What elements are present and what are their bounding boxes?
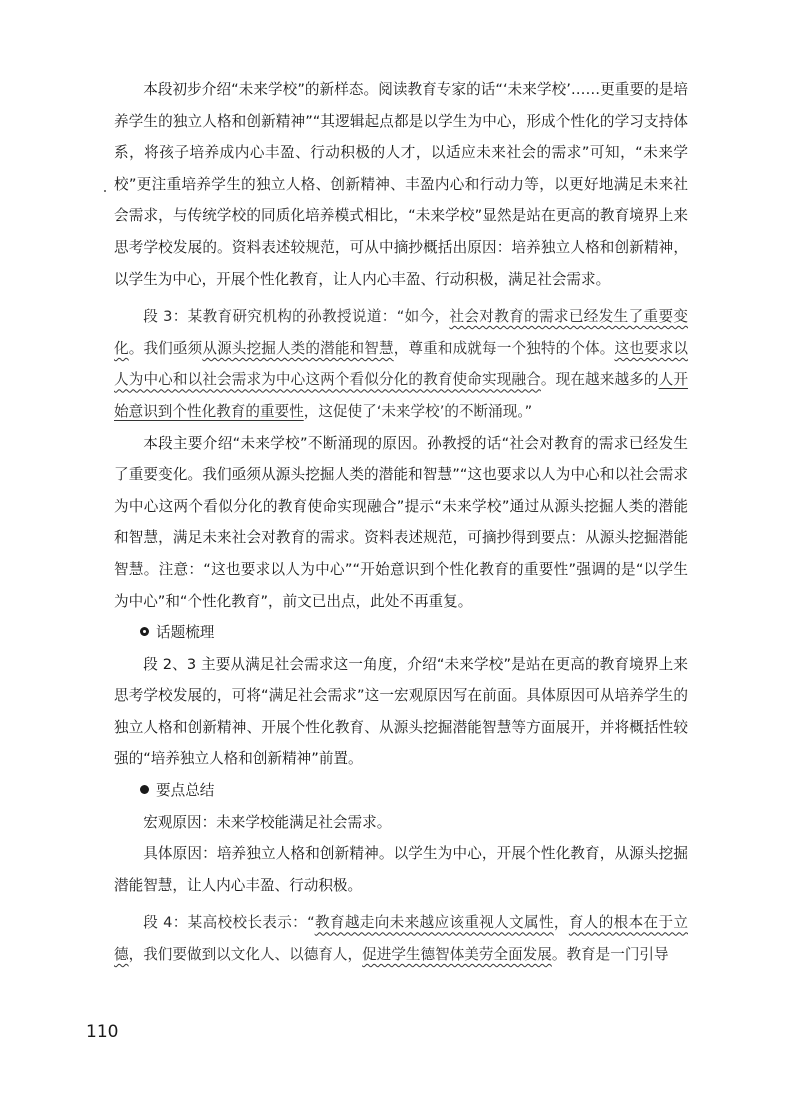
paragraph-analysis-1: 本段初步介绍“未来学校”的新样态。阅读教育专家的话“‘未来学校’……更重要的是培养学生的独立人格和创新精神”“其逻辑起点都是以学生为中心，形成个性化的学习支持体系，将孩子培养成内心丰盈、行动积极的人才，以适应未来社会的需求”可知，“未来学校”更注重培养学生的独立人格、创新精神、丰盈内心和行动力等，以更好地满足未来社会需求，与传统学校的同质化培养模式相比，“未来学校”显然是站在更高的教育境界上来思考学校发展的。资料表述较规范，可从中摘抄概括出原因：培养独立人格和创新精神，以学生为中心，开展个性化教育，让人内心丰盈、行动积极，满足社会需求。 [114, 81, 688, 288]
paragraph-specific-reason: 具体原因：培养独立人格和创新精神。以学生为中心，开展个性化教育，从源头挖掘潜能智慧，让人内心丰盈、行动积极。 [114, 845, 688, 894]
quote-3-underline-3: 这也要求以人为中心和以社会需求为中心这两个看似分化的教育使命实现融合 [114, 339, 688, 389]
quote-4-underline-3: 促进学生德智体美劳全面发展 [362, 946, 552, 964]
quote-4-underline-2: 育人的根本在于立德 [114, 914, 688, 964]
quote-3-underline-4: 人开始意识到个性化教育的重要性 [114, 371, 688, 420]
page-number: 110 [86, 1022, 119, 1042]
paragraph-topic-sorting: 段 2、3 主要从满足社会需求这一角度，介绍“未来学校”是站在更高的教育境界上来思考学校发展的，可将“满足社会需求”这一宏观原因写在前面。具体原因可从培养学生的独立人格和创新精神、开展个性化教育、从源头挖掘潜能智慧等方面展开，并将概括性较强的“培养独立人格和创新精神”前置。 [114, 655, 688, 768]
scan-speck [104, 190, 106, 192]
quote-4-text-a: 段 4：某高校校长表示：“ [143, 914, 315, 932]
paragraph-macro-reason: 宏观原因：未来学校能满足社会需求。 [143, 813, 392, 831]
heading-topic-sorting [114, 617, 688, 649]
heading-key-points-label: 要点总结 [156, 782, 215, 800]
quote-3-text-c: ，尊重和成就每一个独特的个体。 [393, 339, 615, 357]
target-bullet-icon [140, 627, 149, 636]
quote-4-text-d: 。教育是一门引导 [551, 946, 669, 964]
quote-3-text-a: 段 3：某教育研究机构的孙教授说道：“如今， [143, 308, 450, 326]
quote-paragraph-4 [114, 907, 688, 970]
quote-3-text-b: 。我们亟须 [128, 339, 203, 357]
quote-3-underline-2: 从源头挖掘人类的潜能和智慧 [202, 339, 394, 357]
quote-4-text-c: ，我们要做到以文化人、以德育人， [128, 946, 363, 964]
heading-key-points [114, 775, 688, 807]
dot-bullet-icon [140, 785, 149, 794]
page-body [114, 74, 688, 971]
quote-3-underline-1: 社会对教育的需求已经发生了重要变化 [114, 308, 688, 357]
quote-3-text-e: ，这促使了‘未来学校’的不断涌现。” [303, 402, 533, 420]
quote-3-text-d: 。现在越来越多的 [540, 371, 659, 389]
quote-paragraph-3 [114, 301, 688, 427]
heading-topic-sorting-label: 话题梳理 [156, 624, 215, 642]
quote-4-text-b: ， [553, 914, 569, 932]
paragraph-analysis-3: 本段主要介绍“未来学校”不断涌现的原因。孙教授的话“社会对教育的需求已经发生了重要变化。我们亟须从源头挖掘人类的潜能和智慧”“这也要求以人为中心和以社会需求为中心这两个看似分化的教育使命实现融合”提示“未来学校”通过从源头挖掘人类的潜能和智慧，满足未来社会对教育的需求。资料表述规范，可摘抄得到要点：从源头挖掘潜能智慧。注意：“这也要求以人为中心”“开始意识到个性化教育的重要性”强调的是“以学生为中心”和“个性化教育”，前文已出点，此处不再重复。 [114, 434, 688, 610]
quote-4-underline-1: 教育越走向未来越应该重视人文属性 [314, 914, 554, 932]
